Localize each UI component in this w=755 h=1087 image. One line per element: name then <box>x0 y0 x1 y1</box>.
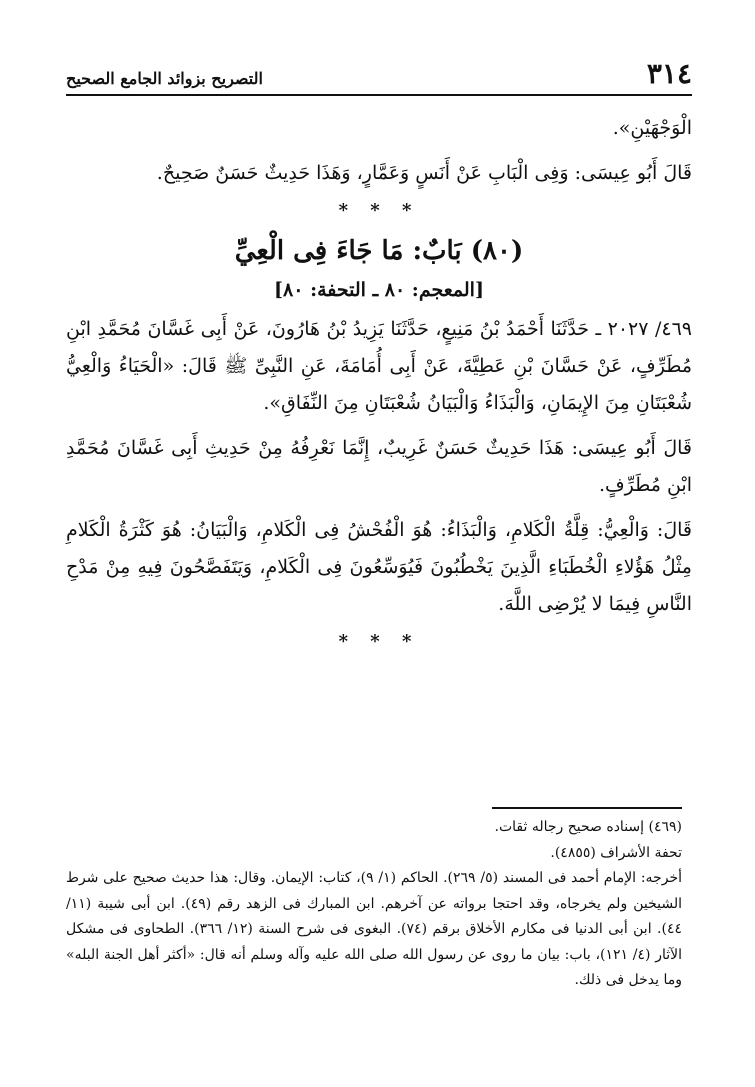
abu-isa-remark-2: قَالَ أَبُو عِيسَى: هَذَا حَدِيثٌ حَسَنٌ غَرِيبٌ، إِنَّمَا نَعْرِفُهُ مِنْ حَدِيثِ أَبِى غَسَّانَ مُحَمَّدِ ابْنِ مُطَرِّفٍ. <box>66 437 692 496</box>
hadith-text: ٤٦٩/ ٢٠٢٧ ـ حَدَّثَنَا أَحْمَدُ بْنُ مَنِيعٍ، حَدَّثَنَا يَزِيدُ بْنُ هَارُونَ، عَنْ أَبِى غَسَّانَ مُحَمَّدِ ابْنِ مُطَرِّفٍ، عَنْ حَسَّانَ بْنِ عَطِيَّةَ، عَنْ أَبِى أُمَامَةَ، عَنِ النَّبِىِّ ﷺ قَالَ: «الْحَيَاءُ وَالْعِيُّ شُعْبَتَانِ مِنَ الإِيمَانِ، وَالْبَذَاءُ وَالْبَيَانُ شُعْبَتَانِ مِنَ النِّفَاقِ». <box>66 318 692 414</box>
chapter-reference: [المعجم: ٨٠ ـ التحفة: ٨٠] <box>274 279 484 301</box>
main-text <box>66 110 692 660</box>
footnote-tuhfa: تحفة الأشراف (٤٨٥٥). <box>550 844 682 861</box>
footnote-isnad: (٤٦٩) إسناده صحيح رجاله ثقات. <box>494 819 682 835</box>
chapter-title: (٨٠) بَابٌ: مَا جَاءَ فِى الْعِيِّ <box>234 236 524 266</box>
continuation-line: الْوَجْهَيْنِ». <box>612 117 692 139</box>
abu-isa-remark-1: قَالَ أَبُو عِيسَى: وَفِى الْبَابِ عَنْ أَنَسٍ وَعَمَّارٍ، وَهَذَا حَدِيثٌ حَسَنٌ صَحِيحٌ. <box>156 162 692 184</box>
footnote-takhrij: أخرجه: الإمام أحمد فى المسند (٥/ ٢٦٩). الحاكم (١/ ٩)، كتاب: الإيمان. وقال: هذا حديث صحيح على شرط الشيخين ولم يخرجاه، وقد احتجا برواته عن آخرهم. ابن المبارك فى الزهد رقم (٤٩). ابن أبى شيبة (١١/ ٤٤). ابن أبى الدنيا فى مكارم الأخلاق برقم (٧٤). البغوى فى شرح السنة (١٢/ ٣٦٦). الطحاوى فى مشكل الآثار (٤/ ١٢١)، باب: بيان ما روى عن رسول الله صلى الله عليه وآله وسلم أنه قال: «أكثر أهل الجنة البله» وما يدخل فى ذلك. <box>66 870 683 988</box>
footnote-divider <box>492 807 682 809</box>
page-header <box>66 57 692 96</box>
running-title: التصريح بزوائد الجامع الصحيح <box>66 69 263 88</box>
page-number: ٣١٤ <box>646 57 692 90</box>
explanation-paragraph: قَالَ: وَالْعِيُّ: قِلَّةُ الْكَلامِ، وَالْبَذَاءُ: هُوَ الْفُحْشُ فِى الْكَلامِ، وَالْبَيَانُ: هُوَ كَثْرَةُ الْكَلامِ مِثْلُ هَؤُلاءِ الْخُطَبَاءِ الَّذِينَ يَخْطُبُونَ فَيُوَسِّعُونَ فِى الْكَلامِ، وَيَتَفَصَّحُونَ فِيهِ مِنْ مَدْحِ النَّاسِ فِيمَا لا يُرْضِى اللَّهَ. <box>66 519 692 615</box>
section-separator-1: * * * <box>338 200 420 221</box>
footnotes <box>66 807 682 994</box>
section-separator-2: * * * <box>338 631 420 652</box>
